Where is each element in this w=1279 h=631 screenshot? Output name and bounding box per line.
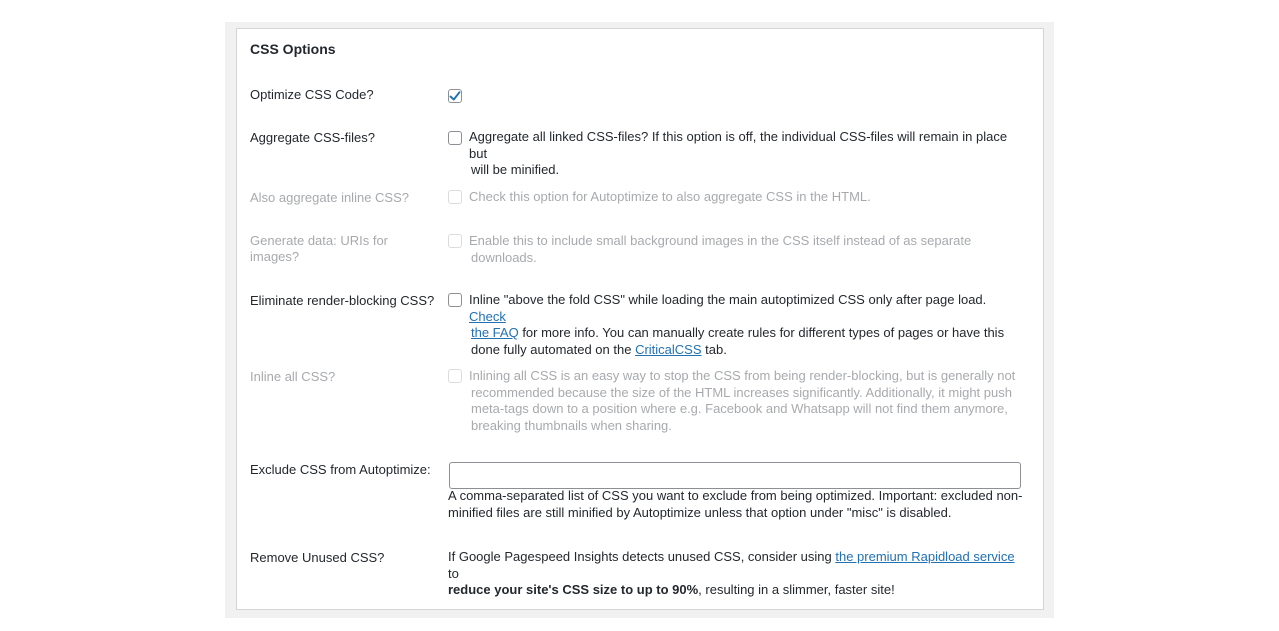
rapidload-link[interactable]: the premium Rapidload service [835, 549, 1015, 564]
inline-all-desc-line1: Inlining all CSS is an easy way to stop the CSS from being render-blocking, but is generally not [469, 368, 1016, 383]
aggregate-files-desc-line2: will be minified. [471, 162, 560, 177]
exclude-css-help [448, 488, 1023, 521]
aggregate-inline-description: Check this option for Autoptimize to also aggregate CSS in the HTML. [469, 189, 871, 204]
data-uris-description [469, 233, 1024, 266]
inline-all-description [469, 368, 1024, 434]
exclude-css-help-line2: minified files are still minified by Autoptimize unless that option under "misc" is disabled. [448, 504, 952, 520]
optimize-css-label: Optimize CSS Code? [250, 87, 374, 102]
render-blocking-desc-part4: tab. [701, 341, 727, 357]
inline-all-desc-line4: breaking thumbnails when sharing. [471, 417, 672, 433]
data-uris-desc-line2: downloads. [471, 249, 537, 265]
inline-all-checkbox[interactable] [448, 369, 462, 383]
exclude-css-input[interactable] [449, 462, 1021, 489]
exclude-css-help-line1: A comma-separated list of CSS you want to exclude from being optimized. Important: excluded non- [448, 488, 1023, 503]
unused-css-desc-part2: to [448, 565, 459, 581]
faq-link-start[interactable]: Check [469, 308, 506, 324]
unused-css-desc-part1: If Google Pagespeed Insights detects unused CSS, consider using [448, 549, 836, 564]
data-uris-desc-line1: Enable this to include small background images in the CSS itself instead of as separate [469, 233, 972, 248]
render-blocking-desc-part3: done fully automated on the [471, 341, 636, 357]
exclude-css-label: Exclude CSS from Autoptimize: [250, 462, 431, 477]
render-blocking-checkbox[interactable] [448, 293, 462, 307]
unused-css-label: Remove Unused CSS? [250, 550, 385, 565]
unused-css-desc-bold: reduce your site's CSS size to up to 90% [448, 582, 699, 597]
section-title: CSS Options [250, 41, 336, 57]
inline-all-desc-line2: recommended because the size of the HTML increases significantly. Additionally, it might push [471, 384, 1012, 400]
unused-css-description [448, 549, 1023, 599]
render-blocking-desc-part2: for more info. You can manually create rules for different types of pages or have this [518, 325, 1005, 340]
render-blocking-description [469, 292, 1024, 358]
faq-link[interactable]: the FAQ [471, 325, 519, 340]
unused-css-desc-part3: , resulting in a slimmer, faster site! [698, 582, 895, 597]
render-blocking-label: Eliminate render-blocking CSS? [250, 293, 435, 308]
render-blocking-desc-part1: Inline "above the fold CSS" while loading the main autoptimized CSS only after page load. [469, 292, 987, 307]
checkmark-icon [449, 90, 461, 102]
aggregate-files-description [469, 129, 1024, 179]
inline-all-desc-line3: meta-tags down to a position where e.g. Facebook and Whatsapp will not find them anymore, [471, 401, 1008, 416]
aggregate-files-checkbox[interactable] [448, 131, 462, 145]
criticalcss-link[interactable]: CriticalCSS [635, 341, 702, 357]
aggregate-inline-label: Also aggregate inline CSS? [250, 190, 409, 205]
data-uris-label: Generate data: URIs for images? [250, 233, 389, 264]
optimize-css-checkbox[interactable] [448, 89, 462, 103]
inline-all-label: Inline all CSS? [250, 369, 336, 384]
data-uris-checkbox[interactable] [448, 234, 462, 248]
aggregate-files-label: Aggregate CSS-files? [250, 130, 376, 145]
aggregate-inline-checkbox[interactable] [448, 190, 462, 204]
aggregate-files-desc-line1: Aggregate all linked CSS-files? If this option is off, the individual CSS-files will remain in place but [469, 129, 1008, 161]
